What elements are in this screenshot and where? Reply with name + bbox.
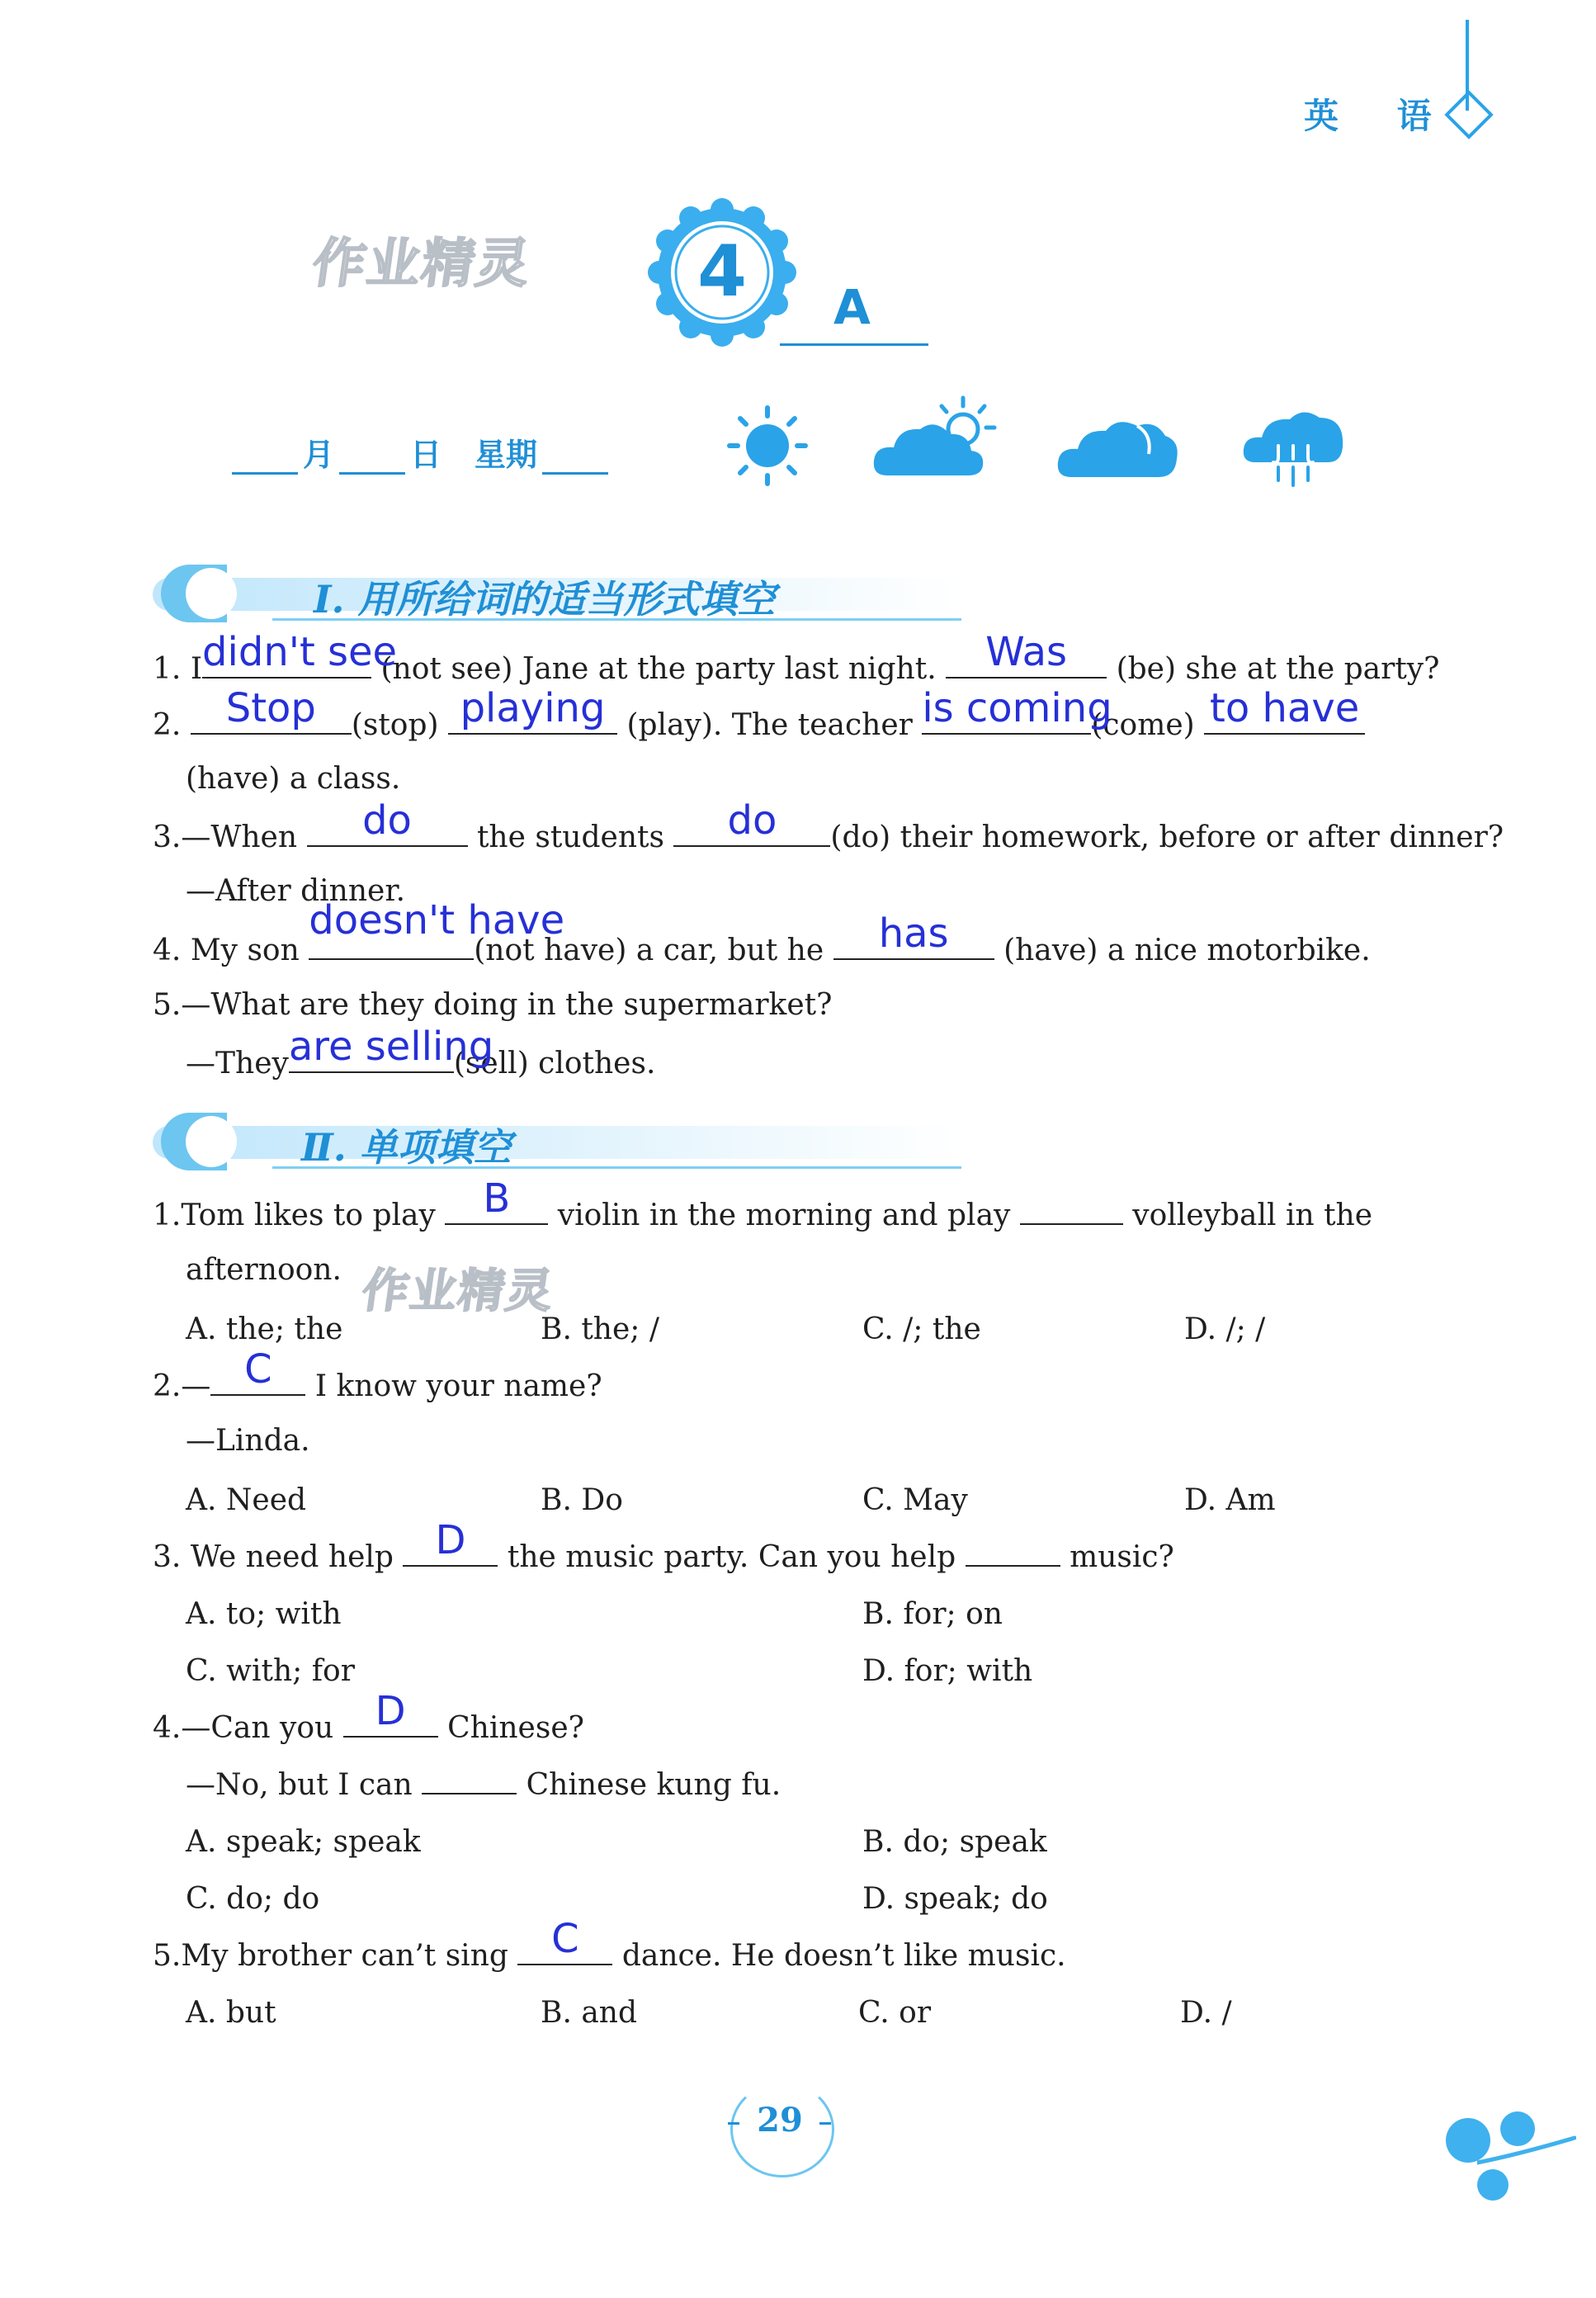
s1-question-1: 1. I didn't see (not see) Jane at the party last night. Was (be) she at the party? (153, 629, 1440, 686)
answer-text: playing (460, 685, 606, 731)
answer-text: Stop (225, 685, 316, 731)
s2-q3-blank-1[interactable] (403, 1517, 498, 1567)
s2-q2-blank-1[interactable] (210, 1346, 305, 1396)
s1-question-4: 4. My son doesn't have (not have) a car, but he has (have) a nice motorbike. (153, 897, 1371, 967)
section-1-header (153, 565, 961, 622)
s2-question-1: 1.Tom likes to play B violin in the morning and play volleyball in the (153, 1175, 1373, 1232)
s2-question-2: 2.— C I know your name? (153, 1346, 602, 1403)
option-c[interactable]: C. May (862, 1483, 968, 1517)
option-d[interactable]: D. Am (1184, 1483, 1276, 1517)
answer-text: C (244, 1346, 272, 1393)
answer-text: B (483, 1175, 511, 1222)
option-b[interactable]: B. and (541, 1996, 638, 2030)
s2-question-1-cont: afternoon. (186, 1253, 342, 1287)
option-b[interactable]: B. the; / (541, 1312, 659, 1346)
s1-q1-blank-2[interactable] (946, 629, 1107, 679)
option-a[interactable]: A. speak; speak (186, 1825, 421, 1859)
section-1-title: Ⅰ. 用所给词的适当形式填空 (314, 577, 776, 622)
month-blank[interactable] (232, 439, 298, 475)
s2-q3-blank-2[interactable] (966, 1540, 1060, 1567)
watermark: 作业精灵 (358, 1265, 558, 1318)
s1-q4-blank-2[interactable] (833, 910, 994, 960)
month-label: 月 (303, 437, 335, 473)
s1-q2-blank-4[interactable] (1204, 685, 1365, 735)
option-a[interactable]: A. Need (186, 1483, 307, 1517)
weekday-label: 星期 (475, 437, 538, 473)
lesson-underline (780, 343, 928, 346)
s1-question-2-cont: (have) a class. (186, 762, 401, 796)
s1-q2-blank-2[interactable] (448, 685, 617, 735)
subject-label: 英 语 (1304, 96, 1455, 136)
option-c[interactable]: C. with; for (186, 1654, 355, 1688)
option-c[interactable]: C. or (858, 1996, 932, 2030)
s2-question-4-reply: —No, but I can Chinese kung fu. (186, 1768, 781, 1802)
s1-question-5: 5.—What are they doing in the supermarket? (153, 988, 833, 1022)
rain-icon[interactable] (1242, 404, 1345, 495)
answer-text: D (375, 1688, 406, 1734)
answer-text: has (878, 910, 949, 957)
s1-question-5-answer: —They are selling (sell) clothes. (186, 1024, 656, 1080)
option-b[interactable]: B. do; speak (862, 1825, 1047, 1859)
option-a[interactable]: A. but (186, 1996, 276, 2030)
option-c[interactable]: C. /; the (862, 1312, 981, 1346)
answer-text: didn't see (202, 629, 398, 675)
option-d[interactable]: D. for; with (862, 1654, 1033, 1688)
s1-question-2: 2. Stop (stop) playing (play). The teacher is coming (come) to have (153, 708, 1365, 740)
s2-q1-blank-2[interactable] (1020, 1199, 1123, 1225)
s1-q5-blank-1[interactable] (288, 1024, 494, 1073)
page-number: 29 (757, 2101, 803, 2140)
weekday-blank[interactable] (542, 439, 608, 475)
s1-q3-blank-2[interactable] (673, 797, 830, 847)
sun-cloud-icon[interactable] (871, 395, 1003, 485)
s2-q4-blank-1[interactable] (343, 1688, 438, 1738)
day-blank[interactable] (339, 439, 405, 475)
s2-question-2-reply: —Linda. (186, 1424, 310, 1458)
option-d[interactable]: D. /; / (1184, 1312, 1266, 1346)
option-d[interactable]: D. / (1180, 1996, 1232, 2030)
sun-icon[interactable] (726, 404, 809, 487)
section-2-title: Ⅱ. 单项填空 (301, 1125, 512, 1170)
s2-question-4: 4.—Can you D Chinese? (153, 1688, 584, 1745)
answer-text: to have (1210, 685, 1360, 731)
s2-question-5: 5.My brother can’t sing C dance. He doesn’t like music. (153, 1916, 1066, 1973)
cloud-icon[interactable] (1056, 404, 1180, 487)
lesson-letter: A (833, 279, 871, 335)
s1-q2-blank-3[interactable] (922, 685, 1112, 735)
s2-question-3: 3. We need help D the music party. Can you help music? (153, 1517, 1174, 1574)
s1-question-3: 3.—When do the students do (do) their homework, before or after dinner? (153, 797, 1504, 854)
s1-question-3-reply: —After dinner. (186, 874, 406, 908)
option-b[interactable]: B. Do (541, 1483, 623, 1517)
day-label: 日 (410, 437, 442, 473)
watermark: 作业精灵 (308, 234, 536, 295)
answer-text: do (727, 797, 777, 844)
option-b[interactable]: B. for; on (862, 1597, 1003, 1631)
s2-q4-blank-2[interactable] (422, 1768, 517, 1794)
option-a[interactable]: A. to; with (186, 1597, 342, 1631)
answer-text: D (435, 1517, 466, 1563)
answer-text: is coming (922, 685, 1112, 731)
s2-q1-blank-1[interactable] (445, 1175, 548, 1225)
s1-q3-blank-1[interactable] (307, 797, 468, 847)
decorative-branch (1477, 2130, 1576, 2179)
s1-q4-blank-1[interactable] (309, 897, 565, 960)
s1-q1-blank-1[interactable] (202, 629, 398, 679)
section-2-header (153, 1113, 961, 1170)
date-row (227, 429, 613, 475)
s1-q2-blank-1[interactable] (191, 685, 352, 735)
option-d[interactable]: D. speak; do (862, 1882, 1048, 1916)
lesson-badge (648, 198, 796, 347)
answer-text: Was (985, 629, 1068, 675)
lesson-number: 4 (697, 230, 747, 313)
option-a[interactable]: A. the; the (186, 1312, 343, 1346)
option-c[interactable]: C. do; do (186, 1882, 320, 1916)
answer-text: do (362, 797, 412, 844)
s2-q5-blank-1[interactable] (517, 1916, 612, 1965)
answer-text: are selling (288, 1024, 494, 1070)
answer-text: doesn't have (309, 897, 565, 943)
answer-text: C (551, 1916, 579, 1962)
